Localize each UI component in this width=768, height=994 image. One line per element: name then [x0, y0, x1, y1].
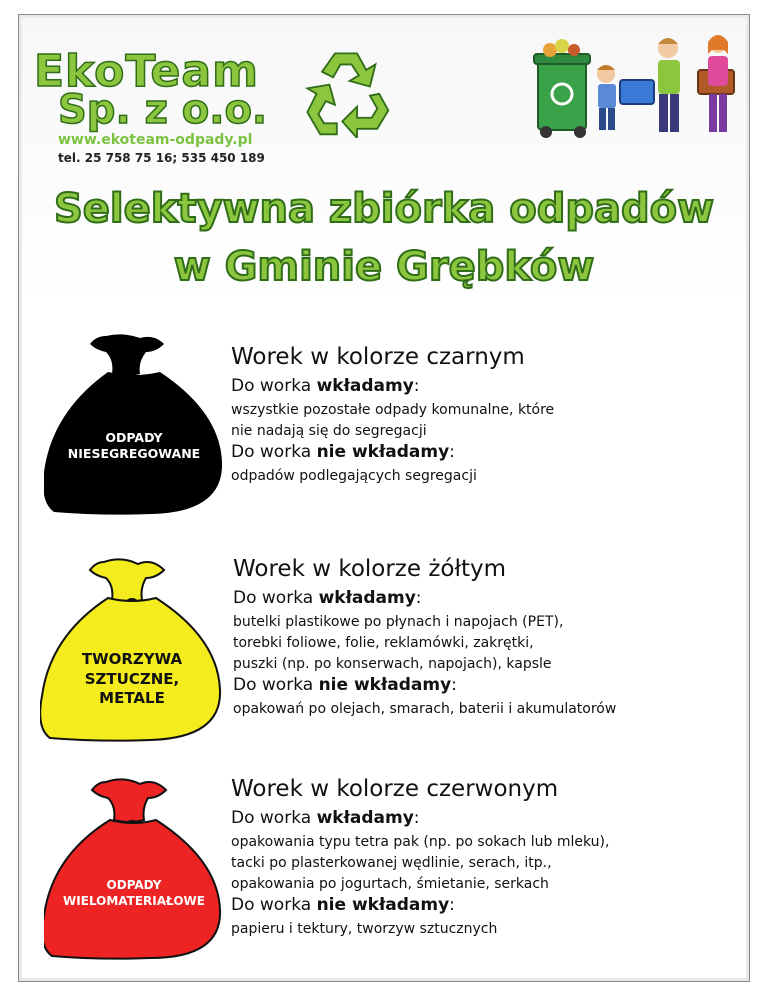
black-bag-icon	[44, 332, 224, 516]
section-black-bag	[231, 344, 554, 487]
website-link[interactable]: www.ekoteam-odpady.pl	[58, 132, 253, 148]
notput-items: odpadów podlegających segregacji	[231, 468, 477, 484]
page-title-line1: Selektywna zbiórka odpadów	[53, 186, 715, 232]
notput-items: papieru i tektury, tworzyw sztucznych	[231, 921, 498, 937]
phone-numbers: tel. 25 758 75 16; 535 450 189	[58, 151, 265, 165]
recycle-icon	[300, 46, 392, 138]
section-heading: Worek w kolorze czarnym	[231, 344, 525, 370]
section-yellow-bag	[233, 556, 616, 720]
yellow-bag-icon	[40, 552, 224, 742]
red-bag-knot	[92, 779, 166, 822]
page-title-line2: w Gminie Grębków	[173, 244, 595, 290]
notput-label: Do worka nie wkładamy:	[233, 675, 457, 695]
red-bag-icon	[44, 772, 224, 960]
black-bag-label: ODPADY NIESEGREGOWANE	[67, 430, 201, 462]
put-items: butelki plastikowe po płynach i napojach (PET), torebki foliowe, folie, reklamówki, zakrętki, puszki (np. po konserwach, napojach), kapsle	[233, 614, 564, 672]
yellow-bag-knot	[90, 559, 164, 602]
put-label: Do worka wkładamy:	[231, 376, 420, 396]
notput-items: opakowań po olejach, smarach, baterii i akumulatorów	[233, 701, 617, 717]
notput-label: Do worka nie wkładamy:	[231, 442, 455, 462]
put-items: opakowania typu tetra pak (np. po sokach lub mleku), tacki po plasterkowanej wędlinie, serach, itp., opakowania po jogurtach, śmietanie, serkach	[231, 834, 610, 892]
section-red-bag	[231, 776, 609, 940]
recycling-people-illustration	[528, 30, 748, 140]
brand-name: EkoTeam	[34, 46, 259, 97]
section-heading: Worek w kolorze czerwonym	[231, 776, 559, 802]
yellow-bag-label: TWORZYWA SZTUCZNE, METALE	[81, 650, 183, 707]
put-label: Do worka wkładamy:	[231, 808, 420, 828]
section-heading: Worek w kolorze żółtym	[233, 556, 507, 582]
put-items: wszystkie pozostałe odpady komunalne, które nie nadają się do segregacji	[231, 402, 555, 439]
notput-label: Do worka nie wkładamy:	[231, 895, 455, 915]
red-bag-label: ODPADY WIELOMATERIAŁOWE	[63, 878, 205, 908]
put-label: Do worka wkładamy:	[233, 588, 422, 608]
brand-suffix: Sp. z o.o.	[58, 87, 268, 133]
black-bag-knot	[90, 334, 164, 376]
